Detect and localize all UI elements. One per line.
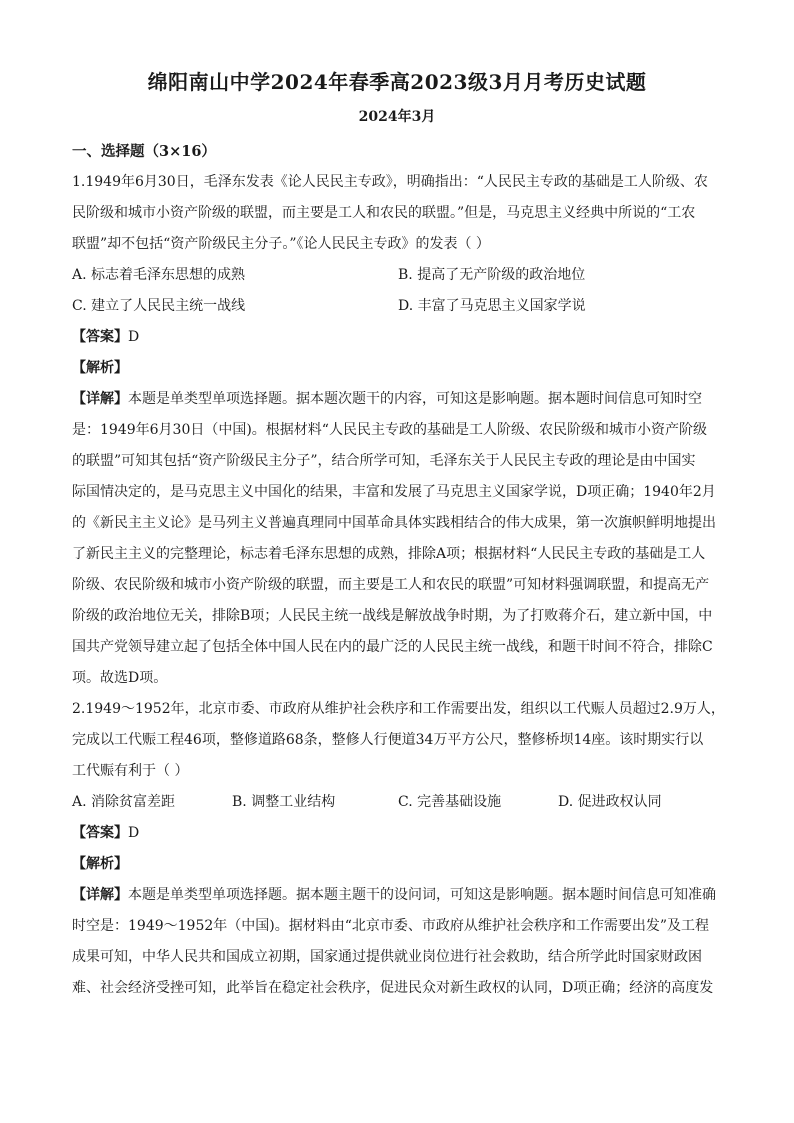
option-c: C. 建立了人民民主统一战线 (72, 298, 246, 314)
option-row (72, 291, 724, 322)
option-a: A. 消除贫富差距 (72, 794, 176, 810)
detail-line: 了新民主主义的完整理论，标志着毛泽东思想的成熟，排除A项；根据材料“人民民主专政的基础是工人 (72, 546, 706, 562)
detail-line: 国共产党领导建立起了包括全体中国人民在内的最广泛的人民民主统一战线，和题干时间不符合，排除C (72, 639, 713, 655)
detail-line: 阶级、农民阶级和城市小资产阶级的联盟，而主要是工人和农民的联盟”可知材料强调联盟，和提高无产 (72, 577, 710, 593)
answer-tag: 【答案】 (72, 825, 128, 841)
question-stem-line: 联盟”却不包括“资产阶级民主分子。”《论人民民主专政》的发表（ ） (72, 236, 490, 252)
detail-line: 难、社会经济受挫可知，此举旨在稳定社会秩序，促进民众对新生政权的认同，D项正确；经济的高度发 (72, 980, 714, 996)
option-b: B. 调整工业结构 (232, 794, 336, 810)
answer-value: D (128, 329, 140, 345)
question-stem-line: 1.1949年6月30日，毛泽东发表《论人民民主专政》，明确指出：“人民民主专政的基础是工人阶级、农 (72, 174, 708, 190)
detail-line: 项。故选D项。 (72, 670, 168, 686)
detail-text: 本题是单类型单项选择题。据本题次题干的内容，可知这是影响题。据本题时间信息可知时空 (128, 391, 702, 407)
option-row (72, 787, 724, 818)
detail-line: 际国情决定的，是马克思主义中国化的结果，丰富和发展了马克思主义国家学说，D项正确；1940年2月 (72, 484, 716, 500)
detail-line: 时空是：1949～1952年（中国)。据材料由“北京市委、市政府从维护社会秩序和工作需要出发”及工程 (72, 918, 710, 934)
exam-date: 2024年3月 (358, 109, 436, 125)
analysis-tag: 【解析】 (72, 856, 128, 872)
detail-line (72, 384, 724, 415)
option-row (72, 260, 724, 291)
detail-line (72, 880, 724, 911)
option-a: A. 标志着毛泽东思想的成熟 (72, 267, 246, 283)
answer-line (72, 818, 724, 849)
detail-tag: 【详解】 (72, 887, 128, 903)
question-stem-line: 完成以工代赈工程46项，整修道路68条，整修人行便道34万平方公尺，整修桥坝14座。该时期实行以 (72, 732, 704, 748)
document-body (72, 136, 724, 1004)
detail-line: 的联盟”可知其包括“资产阶级民主分子”，结合所学可知，毛泽东关于人民民主专政的理论是由中国实 (72, 453, 696, 469)
detail-line: 的《新民主主义论》是马列主义普遍真理同中国革命具体实践相结合的伟大成果，第一次旗帜鲜明地提出 (72, 515, 716, 531)
detail-line: 成果可知，中华人民共和国成立初期，国家通过提供就业岗位进行社会救助，结合所学此时国家财政困 (72, 949, 702, 965)
answer-value: D (128, 825, 140, 841)
page-title: 绵阳南山中学2024年春季高2023级3月月考历史试题 (147, 70, 647, 94)
detail-text: 本题是单类型单项选择题。据本题主题干的设问词，可知这是影响题。据本题时间信息可知准确 (128, 887, 716, 903)
section-heading: 一、选择题（3×16） (72, 143, 216, 160)
question-stem-line: 工代赈有利于（ ） (72, 763, 189, 779)
option-c: C. 完善基础设施 (398, 794, 502, 810)
option-d: D. 丰富了马克思主义国家学说 (398, 298, 586, 314)
detail-tag: 【详解】 (72, 391, 128, 407)
option-d: D. 促进政权认同 (558, 794, 662, 810)
answer-line (72, 322, 724, 353)
detail-line: 阶级的政治地位无关，排除B项；人民民主统一战线是解放战争时期，为了打败蒋介石，建立新中国，中 (72, 608, 713, 624)
question-1 (72, 167, 724, 694)
question-stem-line: 民阶级和城市小资产阶级的联盟，而主要是工人和农民的联盟。”但是，马克思主义经典中所说的“工农 (72, 205, 696, 221)
question-stem-line: 2.1949～1952年，北京市委、市政府从维护社会秩序和工作需要出发，组织以工代赈人员超过2.9万人， (72, 701, 725, 717)
option-b: B. 提高了无产阶级的政治地位 (398, 267, 586, 283)
analysis-tag: 【解析】 (72, 360, 128, 376)
answer-tag: 【答案】 (72, 329, 128, 345)
detail-line: 是：1949年6月30日（中国)。根据材料“人民民主专政的基础是工人阶级、农民阶级和城市小资产阶级 (72, 422, 707, 438)
question-2 (72, 694, 724, 1004)
